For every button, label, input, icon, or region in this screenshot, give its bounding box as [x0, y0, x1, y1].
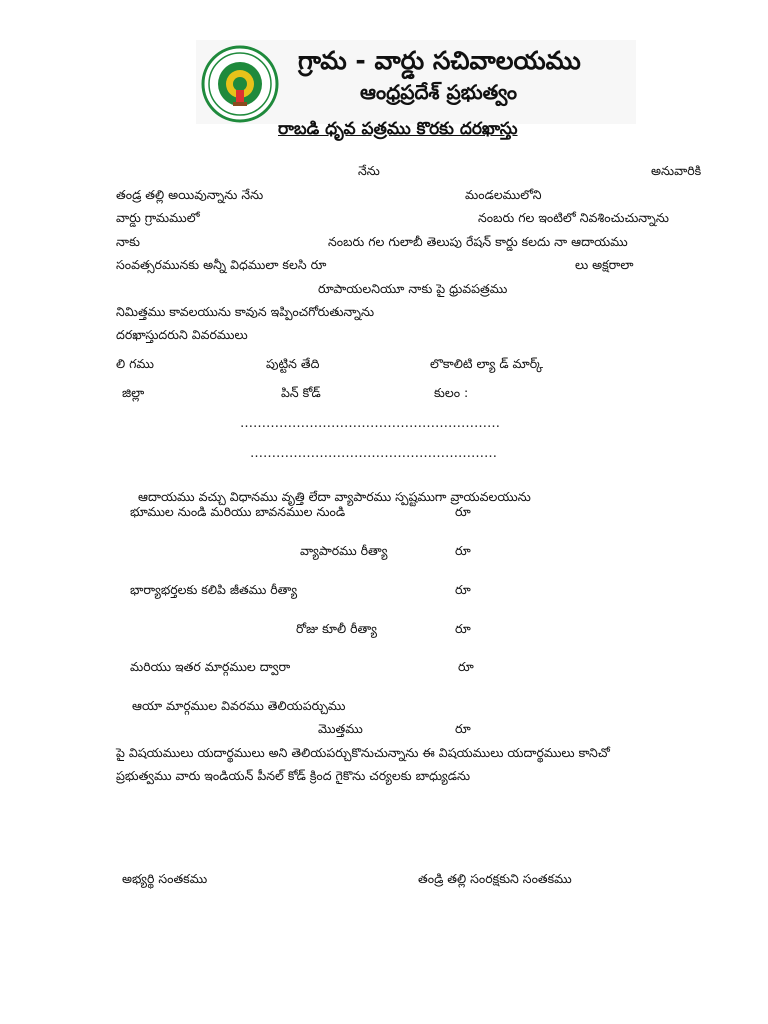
body-line2-a: తండ్ర తల్లి అయివున్నాను నేను	[116, 187, 264, 202]
income-row-currency: రూ	[455, 582, 471, 597]
body-line3-a: వార్డు గ్రామములో	[116, 210, 200, 225]
body-line4-b: నంబరు గల గులాబీ తెలుపు రేషన్ కార్డు కలదు నా ఆదాయము	[328, 234, 628, 249]
body-line1-b: అనువారికి	[651, 163, 702, 178]
income-row-currency: రూ	[455, 621, 471, 636]
income-row-label: రోజు కూలీ రీత్యా	[296, 621, 377, 636]
body-line5-b: లు అక్షరాలా	[575, 257, 634, 272]
body-line7: నిమిత్తము కావలయును కావున ఇప్పించగోరుతున్నాను	[116, 304, 375, 319]
applicant-dob-label: పుట్టిన తేది	[266, 356, 320, 371]
income-total-currency: రూ	[455, 721, 471, 736]
income-row-label: భూముల నుండి మరియు బావనముల నుండి	[130, 504, 346, 519]
applicant-heading: దరఖాస్తుదరుని వివరములు	[116, 327, 248, 342]
income-row-currency: రూ	[455, 504, 471, 519]
applicant-pincode-label: పిన్ కోడ్	[281, 385, 321, 400]
ap-government-emblem-icon	[200, 44, 280, 124]
applicant-district-label: జిల్లా	[122, 385, 145, 400]
income-row-currency: రూ	[458, 659, 474, 674]
dotted-line-1: ……………………………………………………	[240, 416, 500, 431]
applicant-signature-label: అభ్యర్థి సంతకము	[122, 871, 208, 886]
applicant-landmark-label: లొకాలిటి ల్యా డ్ మార్క్	[430, 356, 544, 371]
declaration-line2: ప్రభుత్వము వారు ఇండియన్ పీనల్ కోడ్ క్రింద గైకొను చర్యలకు బాధ్యుడను	[116, 768, 471, 783]
body-line3-b: నంబరు గల ఇంటిలో నివశించుచున్నాను	[478, 210, 669, 225]
income-ways-detail: ఆయా మార్గముల వివరము తెలియపర్చుము	[132, 698, 346, 713]
body-line2-b: మండలములోని	[465, 187, 542, 202]
title-line2: ఆంధ్రప్రదేశ్ ప్రభుత్వం	[360, 80, 517, 104]
income-total-label: మొత్తము	[318, 721, 363, 736]
guardian-signature-label: తండ్రి తల్లి సంరక్షకుని సంతకము	[418, 871, 572, 886]
dotted-line-2: …………………………………………………	[250, 446, 497, 461]
body-line5-a: సంవత్సరమునకు అన్నీ విధములా కలసి రూ	[116, 257, 327, 272]
title-line1: గ్రామ - వార్డు సచివాలయము	[298, 46, 581, 75]
body-line4-a: నాకు	[116, 234, 140, 249]
applicant-gender-label: లి గము	[116, 356, 154, 371]
subject-heading: రాబడి ధృవ పత్రము కొరకు దరఖాస్తు	[278, 119, 518, 139]
body-line6: రూపాయలనియూ నాకు పై ధ్రువపత్రము	[318, 281, 508, 296]
income-row-label: మరియు ఇతర మార్గముల ద్వారా	[130, 659, 291, 674]
income-row-currency: రూ	[455, 543, 471, 558]
income-row-label: వ్యాపారము రీత్యా	[300, 543, 388, 558]
income-row-label: భార్యాభర్తలకు కలిపి జీతము రీత్యా	[130, 582, 298, 597]
declaration-line1: పై విషయములు యదార్థములు అని తెలియపర్చుకొనుచున్నాను ఈ విషయములు యదార్థములు కానిచో	[116, 745, 610, 760]
applicant-caste-label: కులం :	[434, 385, 469, 400]
body-line1-a: నేను	[358, 163, 380, 178]
income-heading: ఆదాయము వచ్చు విధానము వృత్తి లేదా వ్యాపారము స్పష్టముగా వ్రాయవలయును	[138, 489, 531, 504]
